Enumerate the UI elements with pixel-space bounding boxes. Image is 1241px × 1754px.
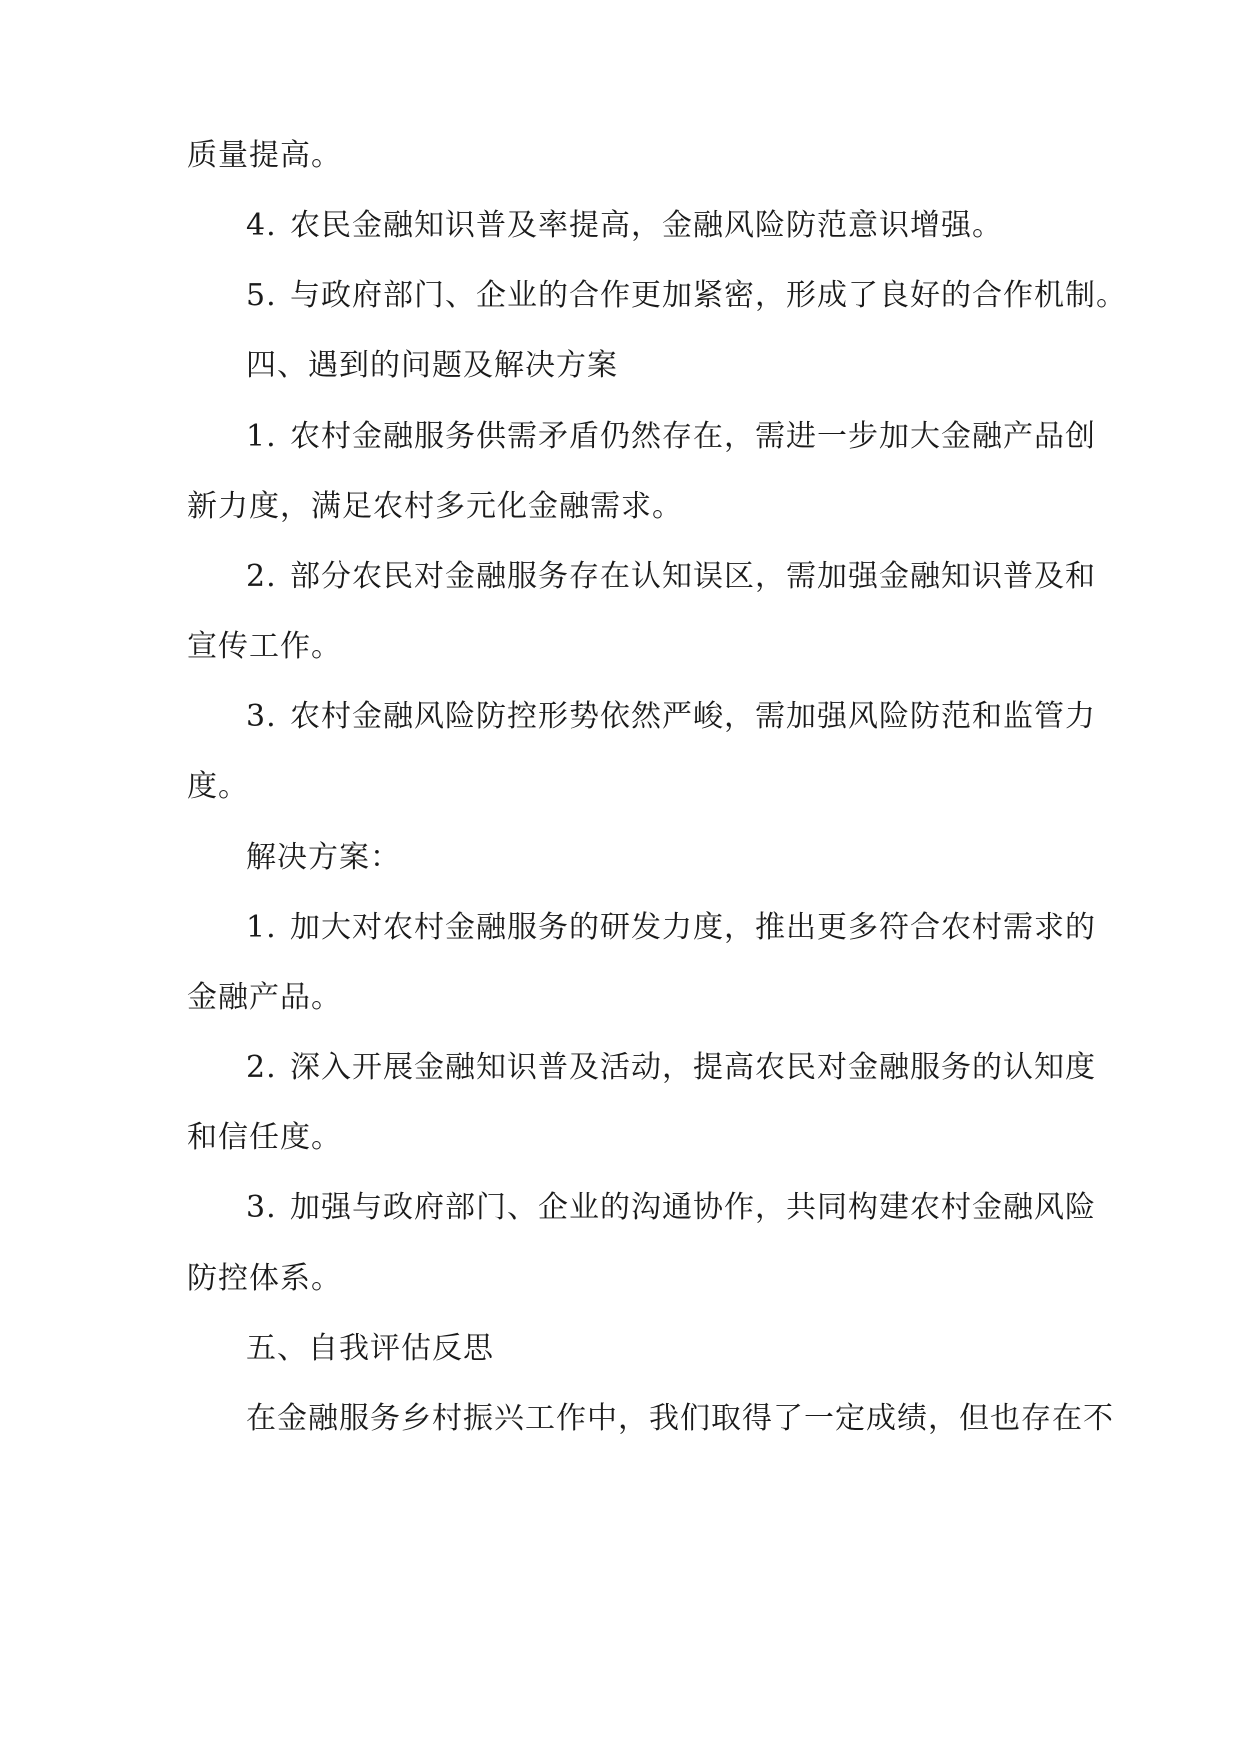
text-line: 金融产品。	[187, 980, 342, 1015]
list-item-text: 加大对农村金融服务的研发力度，推出更多符合农村需求的	[290, 910, 1096, 945]
problem-item-2	[246, 557, 1096, 597]
text-line: 防控体系。	[187, 1261, 342, 1296]
paragraph-line: 在金融服务乡村振兴工作中，我们取得了一定成绩，但也存在不	[246, 1401, 1114, 1436]
list-item-text: 农村金融服务供需矛盾仍然存在，需进一步加大金融产品创	[290, 419, 1096, 454]
problem-item-1	[246, 417, 1096, 457]
solution-item-3	[246, 1188, 1096, 1228]
list-number: 1.	[246, 419, 277, 454]
list-number: 3.	[246, 1190, 277, 1225]
text-line: 质量提高。	[187, 138, 342, 173]
problem-item-3	[246, 697, 1096, 737]
list-item-text: 农村金融风险防控形势依然严峻，需加强风险防范和监管力	[290, 699, 1096, 734]
list-item-4	[246, 206, 1003, 246]
list-item-text: 部分农民对金融服务存在认知误区，需加强金融知识普及和	[290, 559, 1096, 594]
list-number: 4.	[246, 208, 277, 243]
list-number: 3.	[246, 699, 277, 734]
list-item-text: 与政府部门、企业的合作更加紧密，形成了良好的合作机制。	[290, 278, 1127, 313]
list-item-text: 加强与政府部门、企业的沟通协作，共同构建农村金融风险	[290, 1190, 1096, 1225]
section-heading-problems: 四、遇到的问题及解决方案	[246, 348, 618, 383]
list-item-text: 深入开展金融知识普及活动，提高农民对金融服务的认知度	[290, 1050, 1096, 1085]
text-line: 宣传工作。	[187, 629, 342, 664]
text-line: 度。	[187, 769, 249, 804]
list-number: 2.	[246, 1050, 277, 1085]
list-item-5	[246, 276, 1127, 316]
list-number: 1.	[246, 910, 277, 945]
text-line: 和信任度。	[187, 1120, 342, 1155]
solution-item-1	[246, 908, 1096, 948]
solution-item-2	[246, 1048, 1096, 1088]
section-heading-self-assessment: 五、自我评估反思	[246, 1331, 494, 1366]
solutions-label: 解决方案：	[246, 840, 401, 875]
list-item-text: 农民金融知识普及率提高，金融风险防范意识增强。	[290, 208, 1003, 243]
list-number: 5.	[246, 278, 277, 313]
list-number: 2.	[246, 559, 277, 594]
text-line: 新力度，满足农村多元化金融需求。	[187, 489, 683, 524]
